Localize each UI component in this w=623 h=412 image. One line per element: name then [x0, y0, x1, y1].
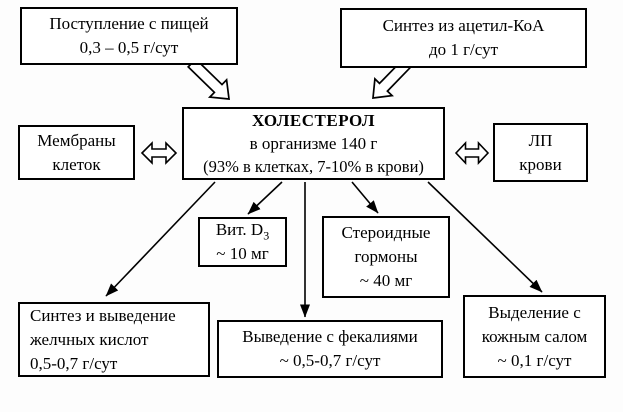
cholesterol-amount: в организме 140 г [249, 134, 378, 153]
steroid-label-2: гормоны [354, 247, 418, 266]
box-feces-excretion [217, 320, 443, 378]
sebum-rate: ~ 0,1 г/сут [497, 350, 572, 370]
box-blood-lipoproteins [493, 123, 588, 182]
arrow-membranes-cholesterol-icon [142, 143, 176, 163]
box-steroid-hormones [322, 216, 450, 298]
vitd3-subscript: 3 [263, 228, 270, 243]
cholesterol-distribution: (93% в клетках, 7-10% в крови) [203, 157, 424, 176]
bile-label-1: Синтез и выведение [30, 305, 176, 325]
box-bile-acids [18, 302, 210, 377]
steroid-amount: ~ 40 мг [359, 271, 413, 290]
synthesis-rate: до 1 г/сут [428, 40, 499, 59]
lp-label-1: ЛП [528, 130, 553, 150]
feces-rate: ~ 0,5-0,7 г/сут [279, 351, 381, 370]
feces-label: Выведение с фекалиями [242, 327, 418, 346]
arrow-to-vitd3-icon [248, 182, 282, 214]
sebum-label-2: кожным салом [481, 326, 588, 346]
arrow-cholesterol-lp-icon [456, 143, 488, 163]
bile-rate: 0,5-0,7 г/сут [30, 353, 118, 373]
box-cholesterol [182, 107, 445, 180]
steroid-label-1: Стероидные [341, 223, 431, 242]
box-food-intake [20, 7, 238, 65]
food-intake-rate: 0,3 – 0,5 г/сут [79, 38, 179, 57]
cholesterol-title: ХОЛЕСТЕРОЛ [251, 111, 376, 130]
box-sebum-excretion [463, 295, 606, 378]
box-vitamin-d3 [198, 217, 287, 267]
membranes-label-1: Мембраны [37, 130, 116, 150]
lp-label-2: крови [519, 154, 562, 174]
box-cell-membranes [18, 125, 135, 180]
arrow-food-to-cholesterol-icon [188, 59, 229, 99]
food-intake-label: Поступление с пищей [49, 14, 209, 33]
sebum-label-1: Выделение с [488, 302, 581, 322]
bile-label-2: желчных кислот [30, 329, 149, 349]
vitd3-amount: ~ 10 мг [216, 244, 269, 263]
box-acetylcoa-synthesis [340, 8, 587, 68]
arrow-to-steroid-icon [352, 182, 378, 213]
membranes-label-2: клеток [52, 154, 101, 174]
synthesis-label: Синтез из ацетил-КоА [382, 16, 545, 35]
vitd3-label: Вит. $D_3$ [215, 220, 270, 243]
